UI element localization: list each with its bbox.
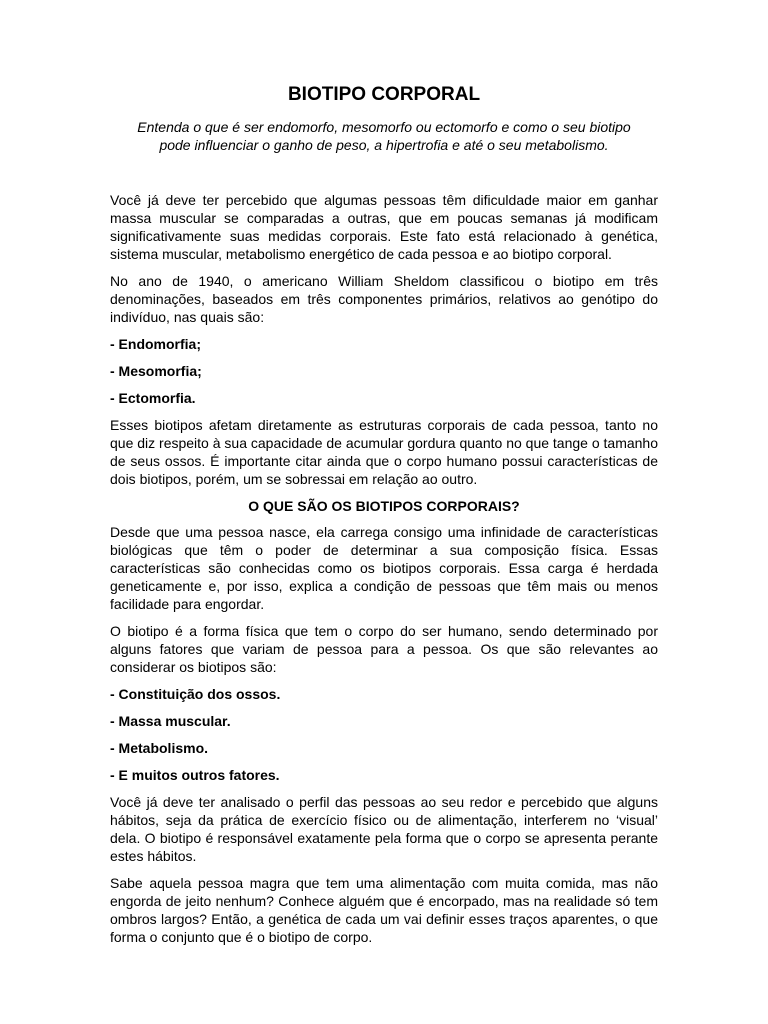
list-item-ectomorfia: - Ectomorfia. (110, 390, 196, 406)
list-item-ossos: - Constituição dos ossos. (110, 686, 281, 702)
document-title: BIOTIPO CORPORAL (287, 84, 481, 105)
list-item-endomorfia: - Endomorfia; (110, 336, 201, 352)
paragraph: O biotipo é a forma física que tem o corpo do ser humano, sendo determinado por alguns fatores que variam de pessoa para a pessoa. Os que são relevantes ao considerar os biotipos são: (110, 623, 658, 675)
paragraph: Sabe aquela pessoa magra que tem uma alimentação com muita comida, mas não engorda de jeito nenhum? Conhece alguém que é encorpado, mas na realidade só tem ombros largos? Então, a genética de cada um vai definir esses traços aparentes, o que forma o conjunto que é o biotipo de corpo. (110, 875, 658, 945)
paragraph: Desde que uma pessoa nasce, ela carrega consigo uma infinidade de características biológicas que têm o poder de determinar a sua composição física. Essas características são conhecidas como os biotipos corporais. Essa carga é herdada geneticamente e, por isso, explica a condição de pessoas que têm mais ou menos facilidade para engordar. (110, 524, 658, 612)
paragraph: Esses biotipos afetam diretamente as estruturas corporais de cada pessoa, tanto no que diz respeito à sua capacidade de acumular gordura quanto no que tange o tamanho de seus ossos. É importante citar ainda que o corpo humano possui características de dois biotipos, porém, um se sobressai em relação ao outro. (110, 417, 658, 487)
list-item-metabolismo: - Metabolismo. (110, 740, 209, 756)
section-heading: O QUE SÃO OS BIOTIPOS CORPORAIS? (248, 498, 520, 514)
paragraph: Você já deve ter percebido que algumas pessoas têm dificuldade maior em ganhar massa muscular se comparadas a outras, que em poucas semanas já modificam significativamente suas medidas corporais. Este fato está relacionado à genética, sistema muscular, metabolismo energético de cada pessoa e ao biotipo corporal. (110, 192, 658, 262)
document-subtitle: Entenda o que é ser endomorfo, mesomorfo ou ectomorfo e como o seu biotipo pode influenciar o ganho de peso, a hipertrofia e até o seu metabolismo. (137, 119, 631, 153)
paragraph: Você já deve ter analisado o perfil das pessoas ao seu redor e percebido que alguns hábitos, seja da prática de exercício físico ou de alimentação, interferem no ‘visual’ dela. O biotipo é responsável exatamente pela forma que o corpo se apresenta perante estes hábitos. (110, 794, 658, 864)
list-item-massa-muscular: - Massa muscular. (110, 713, 231, 729)
list-item-outros-fatores: - E muitos outros fatores. (110, 767, 280, 783)
list-item-mesomorfia: - Mesomorfia; (110, 363, 202, 379)
document-body (110, 191, 658, 946)
paragraph: No ano de 1940, o americano William Sheldom classificou o biotipo em três denominações, baseados em três componentes primários, relativos ao genótipo do indivíduo, nas quais são: (110, 273, 658, 325)
